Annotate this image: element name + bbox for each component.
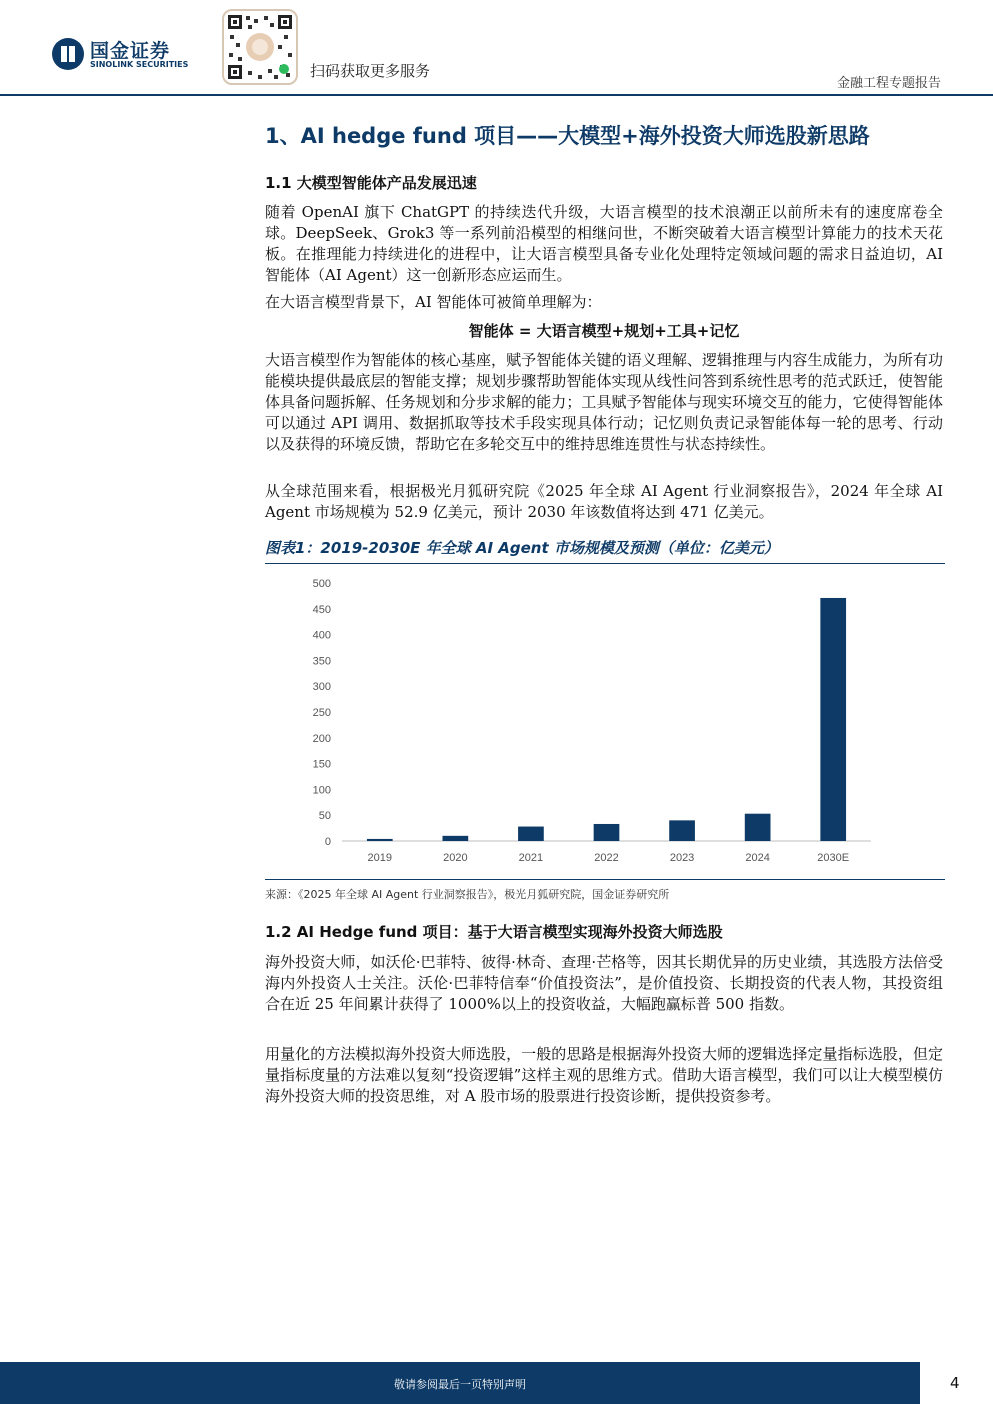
y-tick-label: 200 [312,732,331,745]
header-divider [0,94,993,96]
paragraph-5: 海外投资大师，如沃伦·巴菲特、彼得·林奇、查理·芒格等，因其长期优异的历史业绩，其选股方法倍受海内外投资人士关注。沃伦·巴菲特信奉“价值投资法”，是价值投资、长期投资的代表人物，其投资组合在近 25 年间累计获得了 1000%以上的投资收益，大幅跑赢标普 500 指数。 [265,953,943,1013]
report-type-label: 金融工程专题报告 [836,76,941,91]
bar-2019 [367,839,393,841]
paragraph-2: 在大语言模型背景下，AI 智能体可被简单理解为： [265,293,602,311]
x-tick-label: 2022 [594,852,619,864]
x-tick-label: 2024 [745,852,770,864]
x-tick-label: 2021 [518,852,544,864]
paragraph-3: 大语言模型作为智能体的核心基座，赋予智能体关键的语义理解、逻辑推理与内容生成能力，为所有功能模块提供最底层的智能支撑；规划步骤帮助智能体实现从线性问答到系统性思考的范式跃迁，使智能体具备问题拆解、任务规划和分步求解的能力；工具赋予智能体与现实环境交互的能力，它使得智能体可以通过 API 调用、数据抓取等技术手段实现具体行动；记忆则负责记录智能体每一轮的思考、行动以及获得的环境反馈，帮助它在多轮交互中的维持思维连贯性与状态持续性。 [265,351,943,453]
logo-mark-icon [52,38,84,70]
figure-bottom-rule [265,879,945,880]
x-tick-label: 2023 [669,852,695,864]
figure-top-rule [265,563,945,564]
subsection-title-1: 1.1 大模型智能体产品发展迅速 [265,174,477,192]
bar-2030E [820,598,846,841]
y-tick-label: 100 [312,784,331,797]
bar-2020 [443,836,469,841]
x-tick-label: 2020 [443,852,468,864]
figure-title: 图表1：2019-2030E 年全球 AI Agent 市场规模及预测（单位：亿美元） [265,539,779,557]
logo-chinese-name: 国金证券 [90,40,171,62]
y-tick-label: 400 [312,629,331,642]
qr-caption: 扫码获取更多服务 [310,62,431,80]
paragraph-1: 随着 OpenAI 旗下 ChatGPT 的持续迭代升级，大语言模型的技术浪潮正以前所未有的速度席卷全球。DeepSeek、Grok3 等一系列前沿模型的相继问世，不断突破着大语言模型计算能力的技术天花板。在推理能力持续进化的进程中，让大语言模型具备专业化处理特定领域问题的需求日益迫切，AI 智能体（AI Agent）这一创新形态应运而生。 [265,203,943,284]
figure-source: 来源：《2025 年全球 AI Agent 行业洞察报告》，极光月狐研究院，国金证券研究所 [265,888,670,901]
bar-2022 [594,824,620,841]
y-tick-label: 150 [312,758,331,771]
footer-disclaimer: 敬请参阅最后一页特别声明 [394,1378,526,1391]
y-tick-label: 50 [318,810,331,823]
qr-code-icon [222,9,298,85]
y-tick-label: 350 [312,655,331,668]
subsection-title-2: 1.2 AI Hedge fund 项目：基于大语言模型实现海外投资大师选股 [265,923,723,941]
bar-2021 [518,827,544,841]
market-size-chart [265,565,945,877]
page-header [0,0,993,96]
y-tick-label: 0 [324,836,331,848]
bar-2024 [745,814,771,841]
paragraph-4: 从全球范围来看，根据极光月狐研究院《2025 年全球 AI Agent 行业洞察报告》，2024 年全球 AI Agent 市场规模为 52.9 亿美元，预计 2030 年该数值将达到 471 亿美元。 [265,482,943,521]
y-tick-label: 500 [312,578,331,590]
company-logo [52,38,192,78]
section-title: 1、AI hedge fund 项目——大模型+海外投资大师选股新思路 [265,124,870,148]
y-tick-label: 250 [312,707,331,719]
bar-chart-svg [265,565,945,877]
agent-formula: 智能体 = 大语言模型+规划+工具+记忆 [468,322,740,340]
logo-english-name: SINOLINK SECURITIES [90,60,189,69]
page-number: 4 [950,1374,960,1392]
x-tick-label: 2019 [367,852,393,864]
x-tick-label: 2030E [817,852,850,864]
page-footer [0,1362,920,1404]
paragraph-6: 用量化的方法模拟海外投资大师选股，一般的思路是根据海外投资大师的逻辑选择定量指标选股，但定量指标度量的方法难以复刻“投资逻辑”这样主观的思维方式。借助大语言模型，我们可以让大模型模仿海外投资大师的投资思维，对 A 股市场的股票进行投资诊断，提供投资参考。 [265,1045,943,1105]
y-tick-label: 300 [312,681,331,694]
y-tick-label: 450 [312,603,331,616]
qr-pattern [224,11,296,83]
bar-2023 [669,820,695,841]
